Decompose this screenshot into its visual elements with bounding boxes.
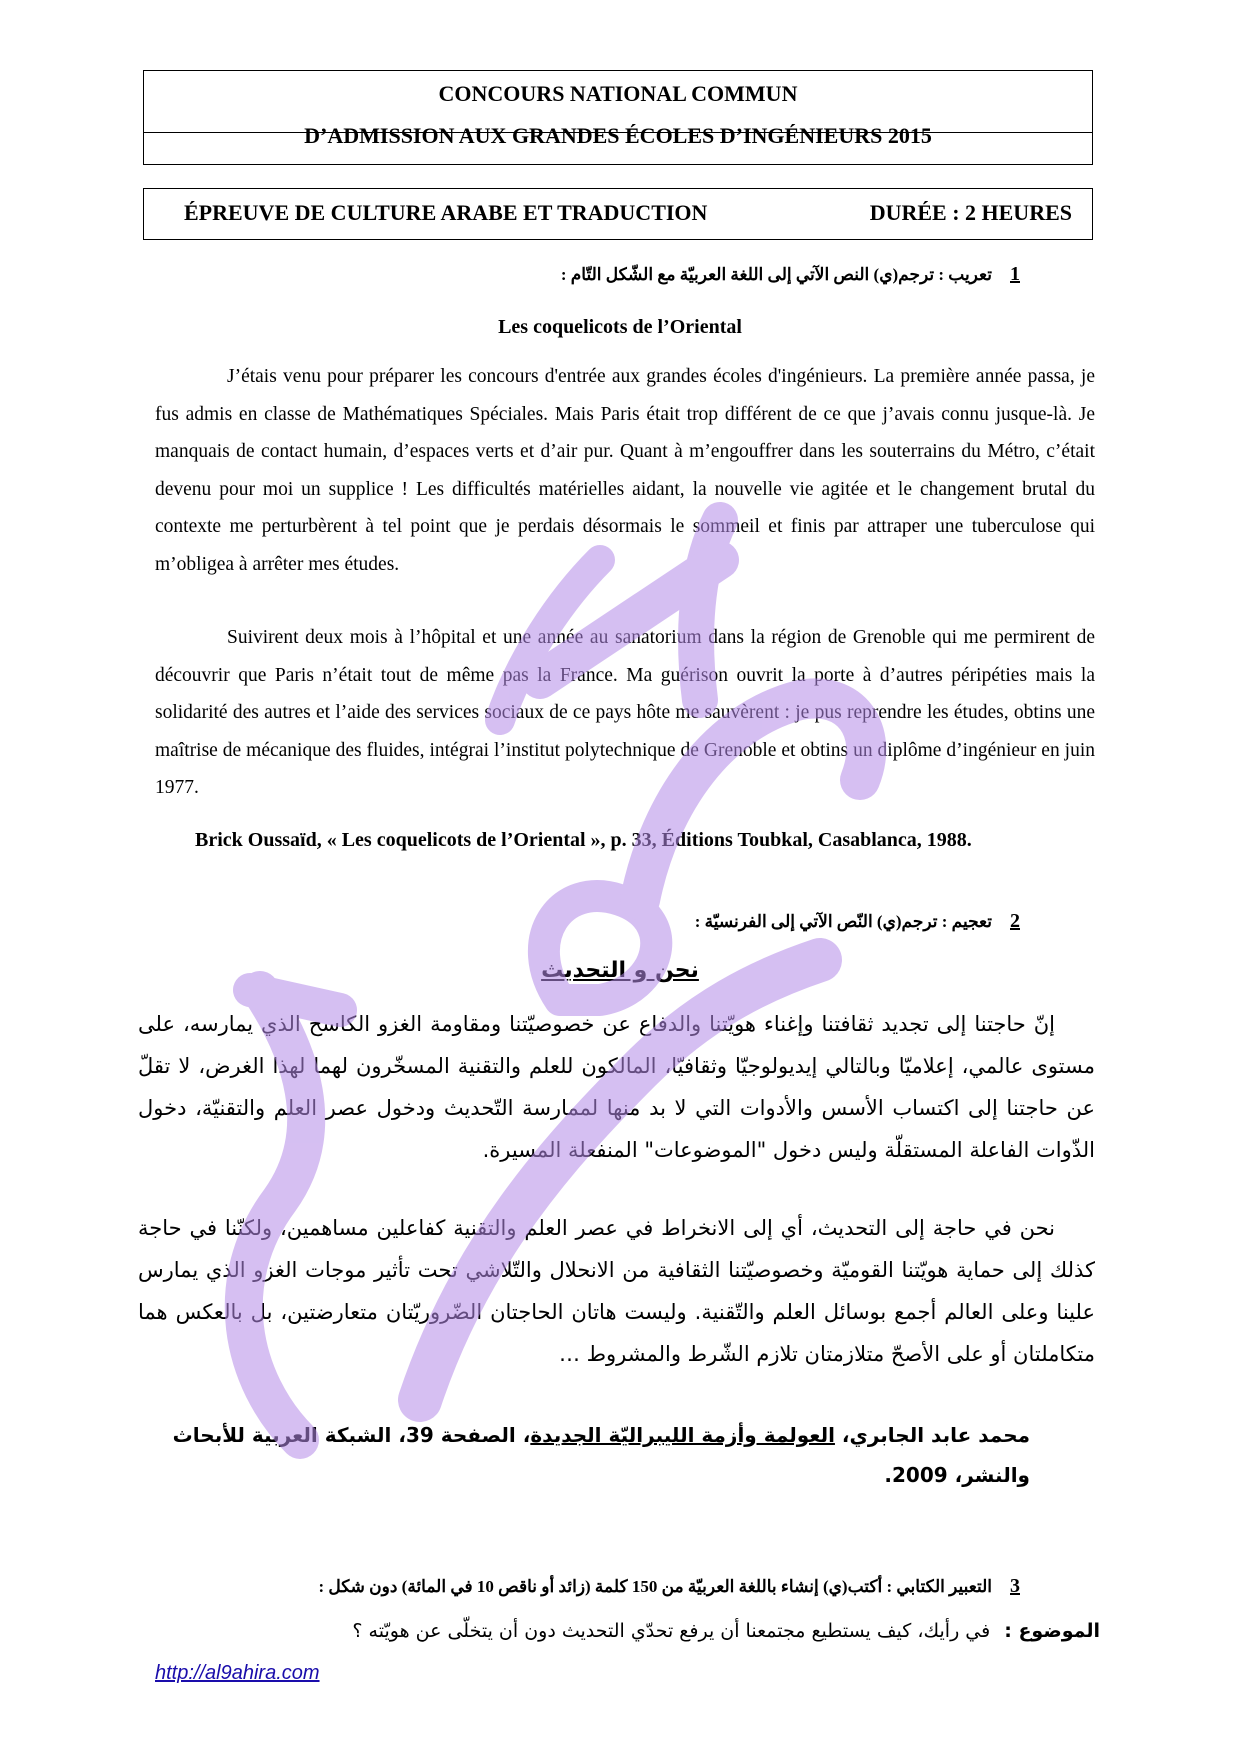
footer-link[interactable]: http://al9ahira.com bbox=[155, 1662, 320, 1684]
header-divider bbox=[143, 132, 1093, 133]
q2-paragraph-1: إنّ حاجتنا إلى تجديد ثقافتنا وإغناء هويّتنا والدفاع عن خصوصيّتنا ومقاومة الغزو الكاسح الذي يمارسه، على مستوى عالمي، إعلاميّا وبالتالي إيديولوجيّا وثقافيّا، المالكون للعلم والتقنية المسخّرون لهما لهذا الغرض، لا تقلّ عن حاجتنا إلى اكتساب الأسس والأدوات التي لا بد منها لممارسة التّحديث ودخول عصر العلم والتقنيّة، دخول الذّوات الفاعلة المستقلّة وليس دخول "الموضوعات" المنفعلة المسيرة. bbox=[138, 1012, 1095, 1162]
q1-citation: Brick Oussaïd, « Les coquelicots de l’Oriental », p. 33, Éditions Toubkal, Casablanca, 1988. bbox=[195, 829, 972, 851]
q2-cite-book: العولمة وأزمة الليبراليّة الجديدة bbox=[530, 1423, 835, 1447]
q3-number: 3 bbox=[1010, 1575, 1020, 1597]
watermark-stroke-4 bbox=[544, 896, 656, 1000]
exam-duration: DURÉE : 2 HEURES bbox=[869, 200, 1072, 225]
q3-topic bbox=[352, 1620, 1100, 1642]
q3-topic-label: الموضوع : bbox=[1004, 1620, 1100, 1642]
q3-instruction: التعبير الكتابي : أكتب(ي) إنشاء باللغة العربيّة من 150 كلمة (زائد أو ناقص 10 في المائة) دون شكل : bbox=[318, 1577, 992, 1596]
q1-heading bbox=[561, 263, 1020, 286]
q2-title: نحن و التحديث bbox=[541, 958, 699, 983]
q1-instruction: تعريب : ترجم(ي) النص الآتي إلى اللغة العربيّة مع الشّكل التّام : bbox=[560, 265, 992, 284]
exam-box bbox=[143, 188, 1093, 240]
q2-instruction: تعجيم : ترجم(ي) النّص الآتي إلى الفرنسيّة : bbox=[694, 912, 992, 931]
exam-title: ÉPREUVE DE CULTURE ARABE ET TRADUCTION bbox=[184, 200, 708, 225]
q2-citation bbox=[150, 1415, 1030, 1495]
q3-heading bbox=[318, 1575, 1020, 1598]
q1-title: Les coquelicots de l’Oriental bbox=[498, 316, 742, 338]
q2-number: 2 bbox=[1010, 910, 1020, 932]
q2-heading bbox=[695, 910, 1020, 933]
q1-paragraph-2: Suivirent deux mois à l’hôpital et une année au sanatorium dans la région de Grenoble qui me permirent de découvrir que Paris n’était tout de même pas la France. Ma guérison ouvrit la porte à d’autres péripéties mais la solidarité des autres et l’aide des services sociaux de ce pays hôte me sauvèrent : je pus reprendre les études, obtins une maîtrise de mécanique des fluides, intégrai l’institut polytechnique de Grenoble et obtins un diplôme d’ingénieur en juin 1977. bbox=[155, 627, 1095, 798]
q2-paragraph-2: نحن في حاجة إلى التحديث، أي إلى الانخراط في عصر العلم والتقنية كفاعلين مساهمين، ولكنّنا في حاجة كذلك إلى حماية هويّتنا القوميّة وخصوصيّتنا الثقافية من الانحلال والتّلاشي تحت تأثير موجات الغزو الذي يمارس علينا وعلى العالم أجمع بوسائل العلم والتّقنية. وليست هاتان الحاجتان الضّروريّتان متعارضتين، بل بالعكس هما متكاملتان أو على الأصحّ متلازمتان تلازم الشّرط والمشروط … bbox=[138, 1216, 1095, 1366]
header-line1: CONCOURS NATIONAL COMMUN bbox=[438, 81, 798, 106]
q2-cite-author: محمد عابد الجابري، bbox=[834, 1423, 1030, 1447]
header-box bbox=[143, 70, 1093, 165]
q2-cite-rest: ، الصفحة 39، الشبكة العربية للأبحاث والنشر، 2009. bbox=[172, 1423, 1030, 1487]
q3-topic-text: في رأيك، كيف يستطيع مجتمعنا أن يرفع تحدّي التحديث دون أن يتخلّى عن هويّته ؟ bbox=[352, 1620, 991, 1642]
q1-number: 1 bbox=[1010, 263, 1020, 285]
header-line2: D’ADMISSION AUX GRANDES ÉCOLES D’INGÉNIEURS 2015 bbox=[304, 123, 932, 148]
q1-paragraph-1: J’étais venu pour préparer les concours d'entrée aux grandes écoles d'ingénieurs. La première année passa, je fus admis en classe de Mathématiques Spéciales. Mais Paris était trop différent de ce que j’avais connu jusque-là. Je manquais de contact humain, d’espaces verts et d’air pur. Quant à m’engouffrer dans les souterrains du Métro, c’était devenu pour moi un supplice ! Les difficultés matérielles aidant, la nouvelle vie agitée et le changement brutal du contexte me perturbèrent à tel point que je perdais désormais le sommeil et finis par attraper une tuberculose qui m’obligea à arrêter mes études. bbox=[155, 366, 1095, 575]
